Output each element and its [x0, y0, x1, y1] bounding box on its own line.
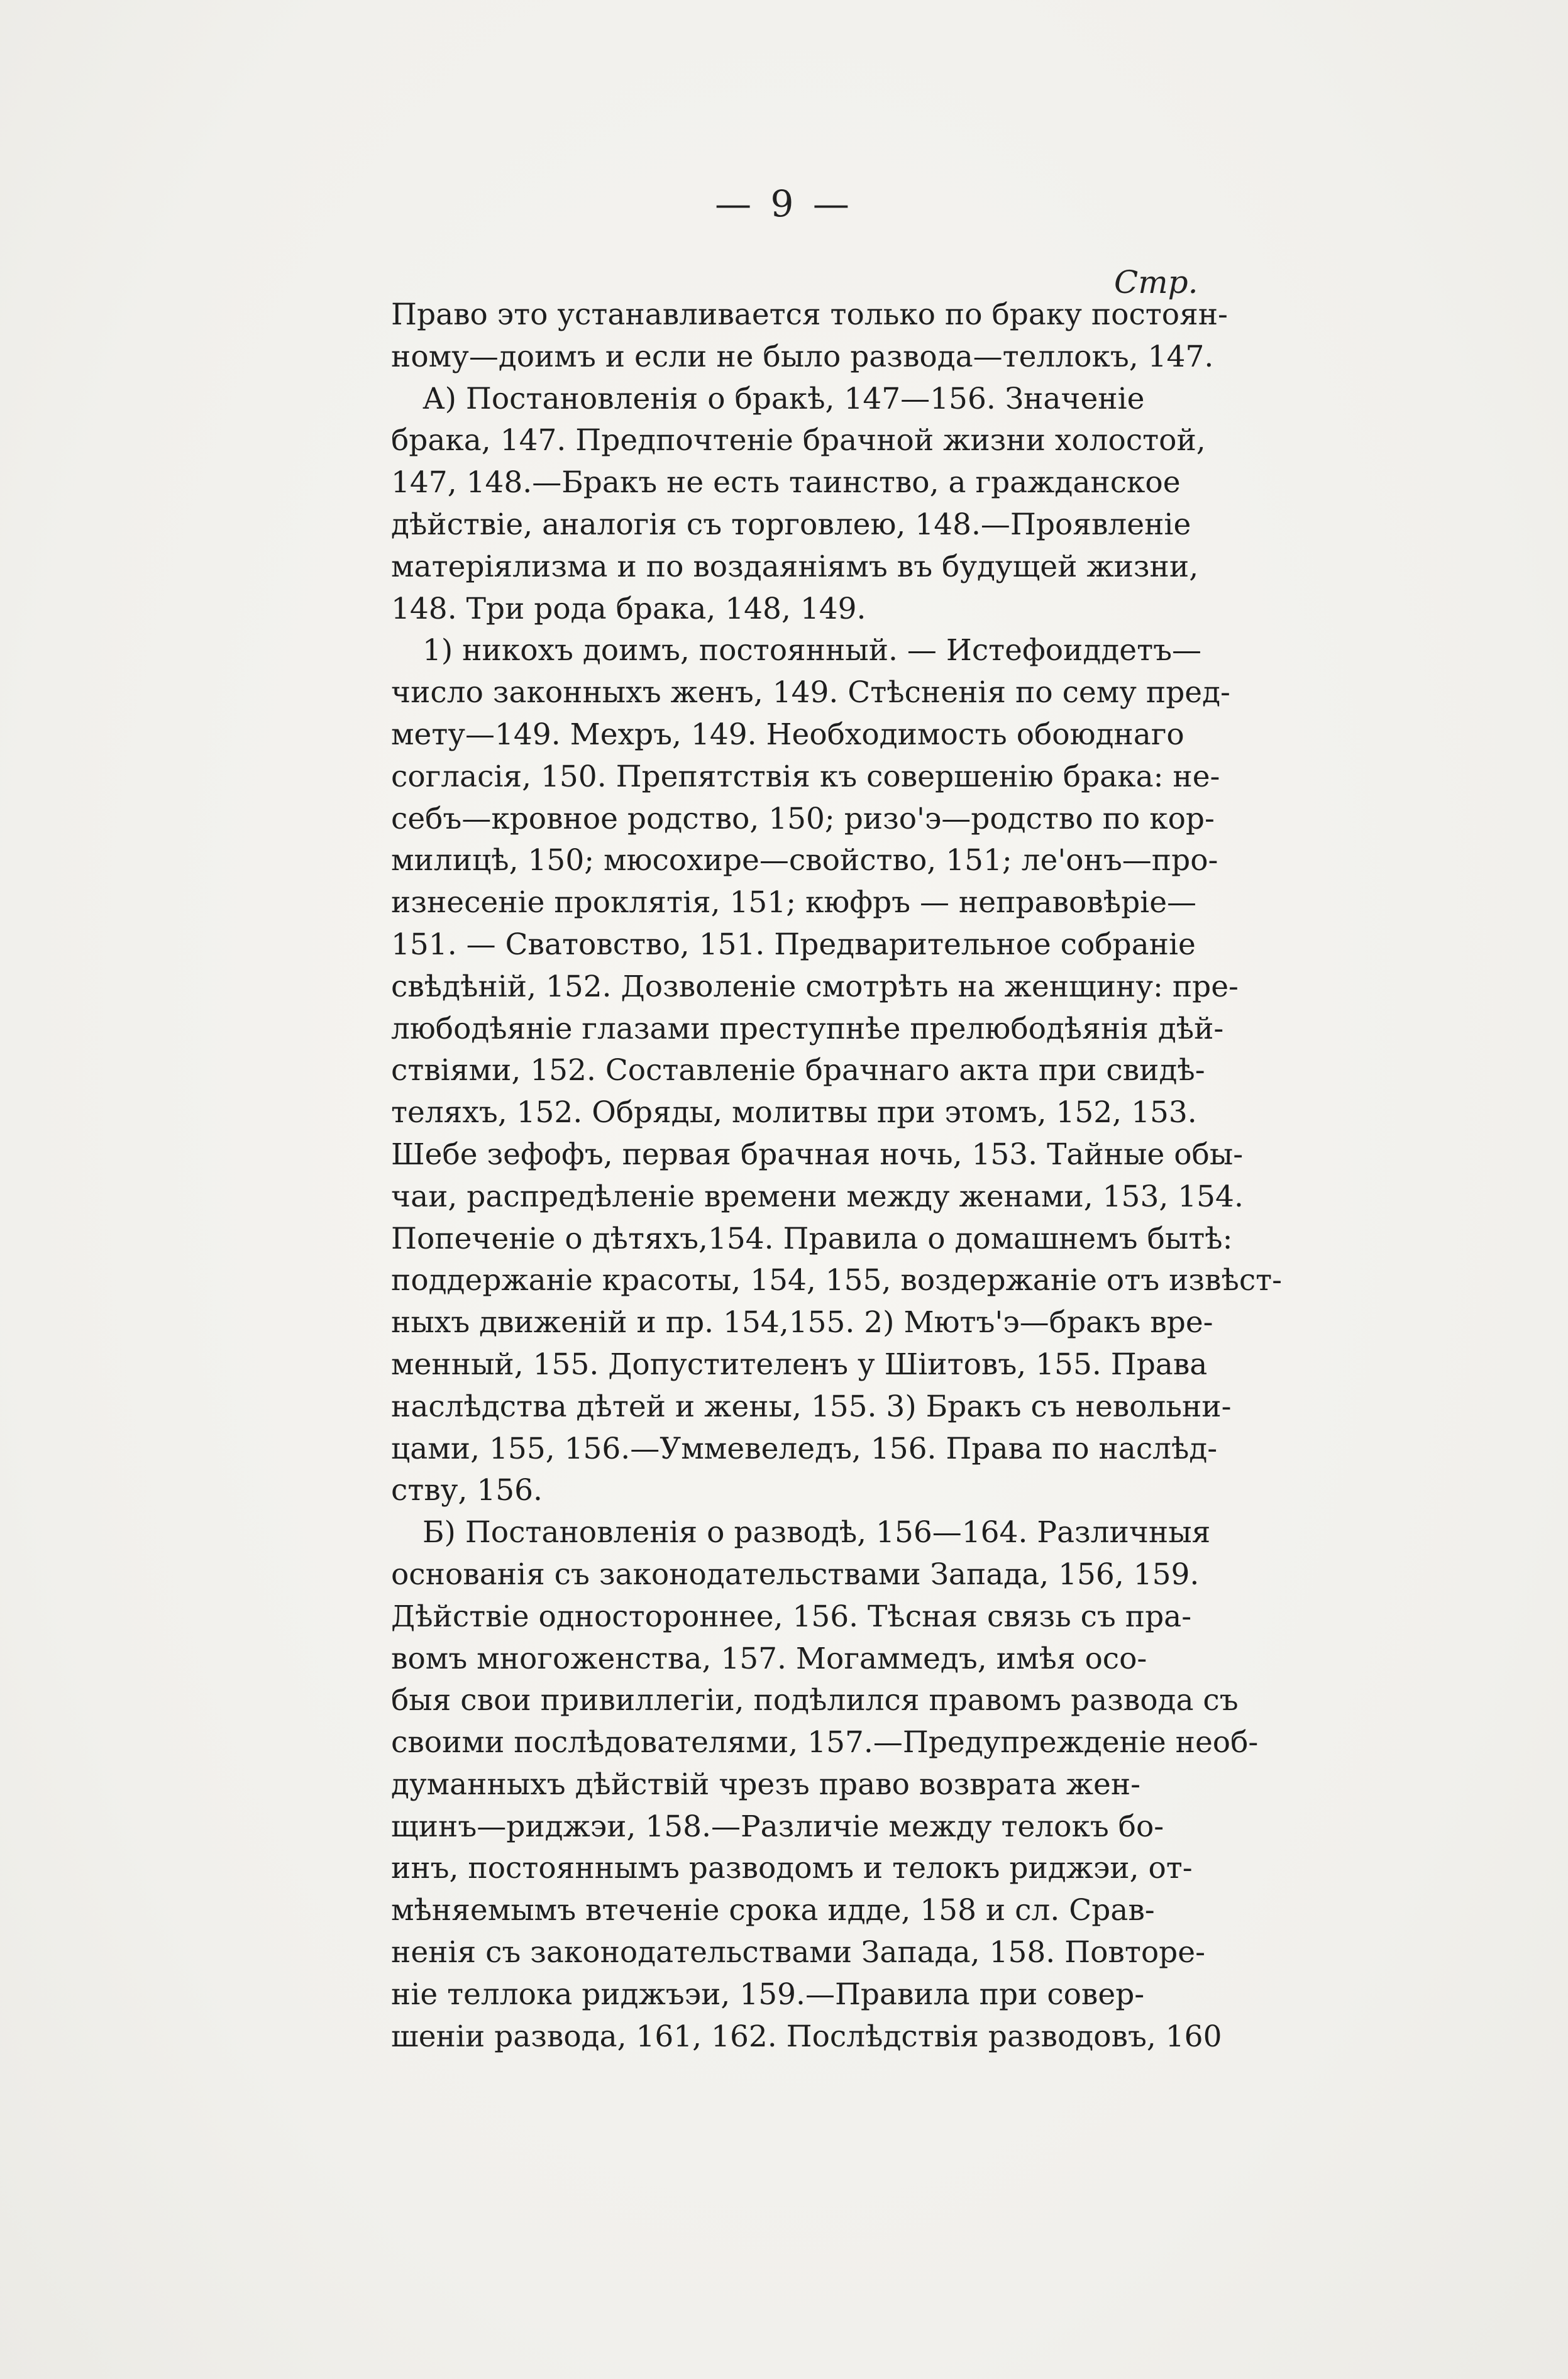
text-line: дѣйствіе, аналогія съ торговлею, 148.—Проявленіе — [391, 507, 1191, 542]
text-line: ныхъ движеній и пр. 154,155. 2) Мютъ'э—бракъ вре- — [391, 1305, 1213, 1340]
text-line: ному—доимъ и если не было развода—теллокъ, 147. — [391, 339, 1214, 374]
text-line: 147, 148.—Бракъ не есть таинство, а гражданское — [391, 465, 1181, 500]
text-line: милицѣ, 150; мюсохире—свойство, 151; ле'онъ—про- — [391, 843, 1218, 878]
text-line: быя свои привиллегіи, подѣлился правомъ развода съ — [391, 1683, 1239, 1718]
text-line: думанныхъ дѣйствій чрезъ право возврата жен- — [391, 1767, 1141, 1802]
text-line: основанія съ законодательствами Запада, 156, 159. — [391, 1557, 1200, 1592]
column-header-page-ref: Стр. — [1114, 264, 1198, 301]
text-line: согласія, 150. Препятствія къ совершенію брака: не- — [391, 759, 1220, 794]
text-line: Попеченіе о дѣтяхъ,154. Правила о домашнемъ бытѣ: — [391, 1221, 1233, 1256]
text-line: 148. Три рода брака, 148, 149. — [391, 591, 866, 626]
text-line: ствіями, 152. Составленіе брачнаго акта при свидѣ- — [391, 1053, 1205, 1088]
text-line: мѣняемымъ втеченіе срока идде, 158 и сл. Срав- — [391, 1893, 1155, 1928]
text-line: менный, 155. Допустителенъ у Шіитовъ, 155. Права — [391, 1347, 1208, 1382]
text-line: инъ, постояннымъ разводомъ и телокъ риджэи, от- — [391, 1851, 1193, 1886]
text-line: 151. — Сватовство, 151. Предварительное собраніе — [391, 927, 1196, 962]
text-line: ству, 156. — [391, 1473, 543, 1508]
text-block — [391, 294, 1283, 2058]
text-line: любодѣяніе глазами преступнѣе прелюбодѣянія дѣй- — [391, 1011, 1224, 1046]
text-line: своими послѣдователями, 157.—Предупрежденіе необ- — [391, 1725, 1259, 1760]
text-line: число законныхъ женъ, 149. Стѣсненія по сему пред- — [391, 675, 1230, 710]
text-line: поддержаніе красоты, 154, 155, воздержаніе отъ извѣст- — [391, 1263, 1283, 1298]
text-line: теляхъ, 152. Обряды, молитвы при этомъ, 152, 153. — [391, 1095, 1197, 1130]
text-line: наслѣдства дѣтей и жены, 155. 3) Бракъ съ невольни- — [391, 1389, 1232, 1424]
text-line: щинъ—риджэи, 158.—Различіе между телокъ бо- — [391, 1809, 1164, 1844]
text-line: шеніи развода, 161, 162. Послѣдствія разводовъ, 160 — [391, 2019, 1222, 2054]
text-line: 1) никохъ доимъ, постоянный. — Истефоиддетъ— — [422, 633, 1201, 668]
text-line: себъ—кровное родство, 150; ризо'э—родство по кор- — [391, 801, 1215, 836]
text-line: брака, 147. Предпочтеніе брачной жизни холостой, — [391, 423, 1206, 458]
text-line: ненія съ законодательствами Запада, 158. Повторе- — [391, 1935, 1205, 1970]
text-line: Шебе зефофъ, первая брачная ночь, 153. Тайные обы- — [391, 1137, 1244, 1172]
text-line: вомъ многоженства, 157. Могаммедъ, имѣя осо- — [391, 1641, 1147, 1676]
text-line: цами, 155, 156.—Уммевеледъ, 156. Права по наслѣд- — [391, 1431, 1218, 1466]
text-line: свѣдѣній, 152. Дозволеніе смотрѣть на женщину: пре- — [391, 969, 1239, 1004]
text-line: Б) Постановленія о разводѣ, 156—164. Различныя — [422, 1515, 1211, 1550]
text-line: Право это устанавливается только по браку постоян- — [391, 297, 1228, 332]
text-line: мету—149. Мехръ, 149. Необходимость обоюднаго — [391, 717, 1184, 752]
text-line: чаи, распредѣленіе времени между женами, 153, 154. — [391, 1179, 1244, 1214]
text-line: матеріялизма и по воздаяніямъ въ будущей жизни, — [391, 549, 1199, 584]
text-line: Дѣйствіе одностороннее, 156. Тѣсная связь съ пра- — [391, 1599, 1192, 1634]
text-line: изнесеніе проклятія, 151; кюфръ — неправовѣріе— — [391, 885, 1197, 920]
text-line: А) Постановленія о бракѣ, 147—156. Значеніе — [422, 381, 1145, 416]
text-line: ніе теллока риджъэи, 159.—Правила при совер- — [391, 1977, 1145, 2012]
page-number: — 9 — — [715, 182, 853, 225]
